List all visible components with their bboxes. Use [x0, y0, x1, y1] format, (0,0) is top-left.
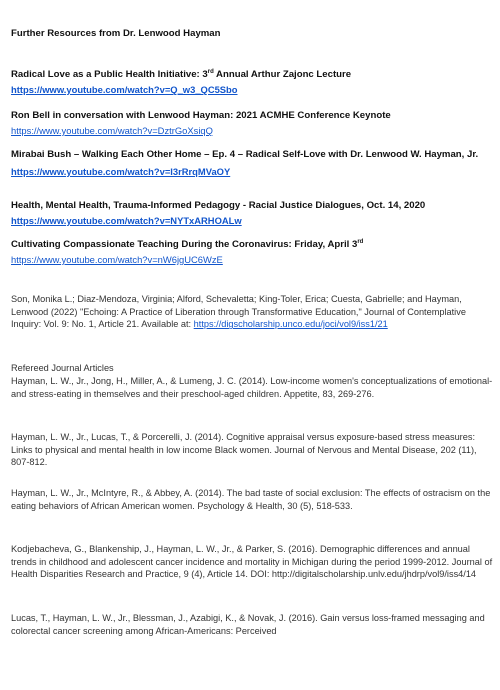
reference-4: Kodjebacheva, G., Blankenship, J., Hayman, L. W., Jr., & Parker, S. (2016). Demographic differences and annual trends in childhood and adolescent cancer incidence and mortality in Michigan during the period 1999-2012. Journal of Health Disparities Research and Practice, 9 (4), Article 14. DOI: http://digitalscholarship.unlv.edu/jhdrp/vol9/iss4/14 [11, 544, 493, 580]
video-link[interactable]: https://www.youtube.com/watch?v=nW6jgUC6WzE [11, 254, 223, 265]
reference-1: Hayman, L. W., Jr., Jong, H., Miller, A., & Lumeng, J. C. (2014). Low-income women's conceptualizations of emotional- and stress-eating in themselves and their preschool-aged children. Appetite, 83, 269-276. [11, 376, 493, 399]
video-entry-2 [11, 110, 493, 139]
video-link[interactable]: https://www.youtube.com/watch?v=DztrGoXsiqQ [11, 125, 213, 136]
reference-5: Lucas, T., Hayman, L. W., Jr., Blessman, J., Azabigi, K., & Novak, J. (2016). Gain versus loss-framed messaging and colorectal cancer screening among African-Americans: Perceived [11, 613, 485, 636]
page-heading: Further Resources from Dr. Lenwood Hayman [11, 28, 221, 39]
video-title: Mirabai Bush – Walking Each Other Home – Ep. 4 – Radical Self-Love with Dr. Lenwood W. Hayman, Jr. [11, 149, 479, 160]
article-citation [11, 293, 493, 331]
video-title-part: Cultivating Compassionate Teaching During the Coronavirus: Friday, April 3 [11, 239, 358, 250]
video-title: Health, Mental Health, Trauma-Informed Pedagogy - Racial Justice Dialogues, Oct. 14, 2020 [11, 200, 426, 211]
video-entry-3 [11, 149, 481, 180]
video-title [11, 239, 493, 250]
video-entry-4 [11, 200, 493, 229]
video-link[interactable]: https://www.youtube.com/watch?v=Q_w3_QC5Sbo [11, 84, 238, 95]
video-link[interactable]: https://www.youtube.com/watch?v=NYTxARHOALw [11, 215, 242, 226]
ordinal-suffix: rd [207, 68, 214, 75]
citation-text: Son, Monika L.; Diaz-Mendoza, Virginia; Alford, Schevaletta; King-Toler, Erica; Cuesta, Gabrielle; and Hayman, Lenwood (2022) "Echoing: A Practice of Liberation through Transformative Education," Journal of Contemplative Inquiry: Vol. 9: No. 1, Article 21. Available at: [11, 294, 466, 330]
reference-2: Hayman, L. W., Jr., Lucas, T., & Porcerelli, J. (2014). Cognitive appraisal versus exposure-based stress measures: Links to physical and mental health in low income Black women. Journal of Nervous and Mental Disease, 202 (11), 807-812. [11, 432, 477, 468]
ordinal-suffix: rd [357, 238, 364, 245]
video-entry-5 [11, 239, 493, 268]
video-title-part: Radical Love as a Public Health Initiative: 3 [11, 69, 208, 80]
video-title [11, 69, 493, 80]
reference-3: Hayman, L. W., Jr., McIntyre, R., & Abbey, A. (2014). The bad taste of social exclusion: The effects of ostracism on the eating behaviors of African American women. Psychology & Health, 30 (5), 518-533. [11, 488, 491, 511]
video-title-part: Annual Arthur Zajonc Lecture [213, 69, 352, 80]
video-entry-1 [11, 69, 493, 98]
refereed-heading: Refereed Journal Articles [11, 363, 114, 373]
article-link[interactable]: https://digscholarship.unco.edu/joci/vol9/iss1/21 [193, 319, 388, 330]
video-title: Ron Bell in conversation with Lenwood Hayman: 2021 ACMHE Conference Keynote [11, 110, 391, 121]
video-link[interactable]: https://www.youtube.com/watch?v=I3rRrqMVaOY [11, 165, 231, 177]
